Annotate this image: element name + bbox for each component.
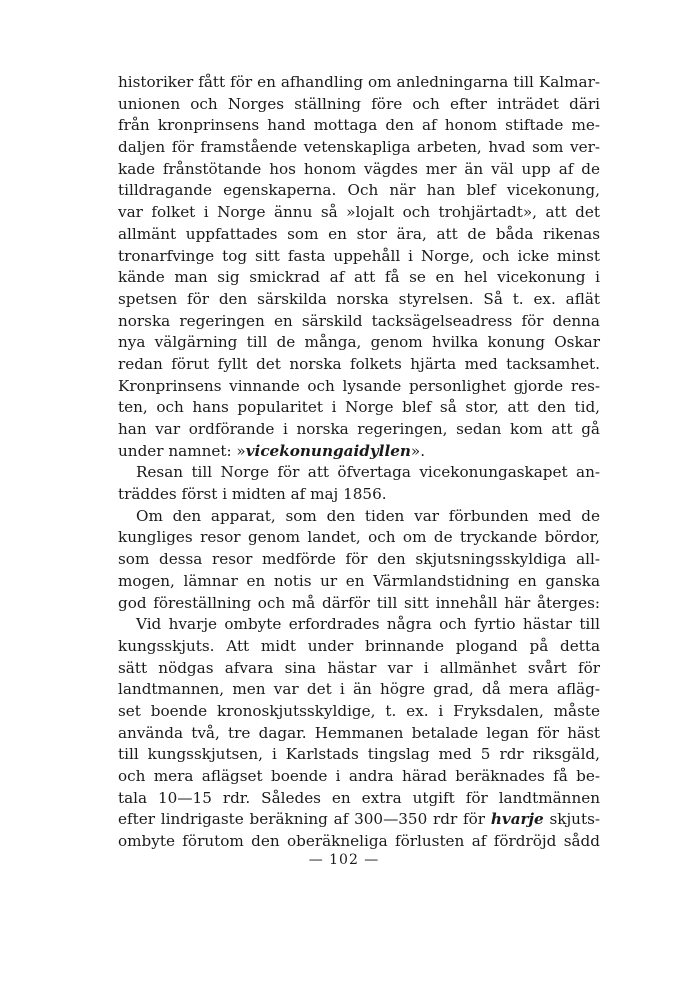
text-line: kände man sig smickrad af att få se en hel vicekonung i bbox=[118, 268, 600, 287]
emphasized-term: hvarje bbox=[490, 810, 544, 829]
text-line: daljen för framstående vetenskapliga arbeten, hvad som ver- bbox=[118, 138, 600, 157]
text-line: Vid hvarje ombyte erfordrades några och fyrtio hästar till bbox=[136, 615, 600, 634]
line-prefix: efter lindrigaste beräkning af 300—350 rdr för bbox=[118, 810, 491, 829]
text-line: till kungsskjutsen, i Karlstads tingslag med 5 rdr riksgäld, bbox=[118, 745, 600, 764]
text-line: redan förut fyllt det norska folkets hjärta med tacksamhet. bbox=[118, 354, 600, 373]
text-line: var folket i Norge ännu så »lojalt och trohjärtadt», att det bbox=[118, 203, 600, 222]
text-line: Om den apparat, som den tiden var förbunden med de bbox=[136, 506, 600, 525]
text-line: historiker fått för en afhandling om anledningarna till Kalmar- bbox=[118, 73, 600, 91]
text-line: Kronprinsens vinnande och lysande personlighet gjorde res- bbox=[118, 376, 600, 395]
text-line: kungliges resor genom landet, och om de tryckande bördor, bbox=[118, 528, 600, 547]
text-line: spetsen för den särskilda norska styrelsen. Så t. ex. aflät bbox=[118, 289, 600, 308]
page-body bbox=[118, 72, 600, 853]
text-line: från kronprinsens hand mottaga den af honom stiftade me- bbox=[118, 116, 600, 135]
text-line: kungsskjuts. Att midt under brinnande plogand på detta bbox=[118, 636, 600, 655]
text-line: god föreställning och må därför till sitt innehåll här återges: bbox=[118, 593, 600, 612]
text-line: tilldragande egenskaperna. Och när han blef vicekonung, bbox=[118, 181, 600, 200]
text-line: sätt nödgas afvara sina hästar var i allmänhet svårt för bbox=[118, 658, 600, 677]
text-line: norska regeringen en särskild tacksägelseadress för denna bbox=[118, 311, 600, 330]
text-line: set boende kronoskjutsskyldige, t. ex. i Fryksdalen, måste bbox=[118, 701, 600, 720]
text-line: Resan till Norge för att öfvertaga vicekonungaskapet an- bbox=[136, 463, 600, 482]
line-suffix: skjuts- bbox=[543, 810, 600, 829]
text-line: tronarfvinge tog sitt fasta uppehåll i Norge, och icke minst bbox=[118, 246, 600, 265]
line-prefix: under namnet: » bbox=[118, 441, 246, 460]
text-line: ombyte förutom den oberäkneliga förlusten af fördröjd sådd bbox=[118, 832, 600, 851]
text-line: han var ordförande i norska regeringen, sedan kom att gå bbox=[118, 420, 600, 438]
text-line: som dessa resor medförde för den skjutsningsskyldiga all- bbox=[118, 550, 600, 569]
text-line: använda två, tre dagar. Hemmanen betalade legan för häst bbox=[118, 723, 600, 742]
text-line: allmänt uppfattades som en stor ära, att de båda rikenas bbox=[118, 224, 600, 243]
text-line: ten, och hans popularitet i Norge blef så stor, att den tid, bbox=[118, 398, 600, 417]
emphasized-term: vicekonungaidyllen bbox=[245, 441, 411, 460]
text-line: kade frånstötande hos honom vägdes mer än väl upp af de bbox=[118, 159, 600, 178]
text-line bbox=[118, 441, 600, 463]
text-line: tala 10—15 rdr. Således en extra utgift för landtmännen bbox=[118, 788, 600, 807]
text-line bbox=[118, 809, 600, 831]
text-line: landtmannen, men var det i än högre grad, då mera afläg- bbox=[118, 680, 600, 699]
line-suffix: ». bbox=[410, 441, 426, 460]
text-line: träddes först i midten af maj 1856. bbox=[118, 485, 387, 504]
page-number: — 102 — bbox=[308, 852, 380, 868]
text-line: mogen, lämnar en notis ur en Värmlandstidning en ganska bbox=[118, 571, 600, 590]
text-line: nya välgärning till de många, genom hvilka konung Oskar bbox=[118, 333, 600, 352]
text-line: unionen och Norges ställning före och efter inträdet däri bbox=[118, 94, 600, 113]
text-line: och mera aflägset boende i andra härad beräknades få be- bbox=[118, 767, 600, 785]
